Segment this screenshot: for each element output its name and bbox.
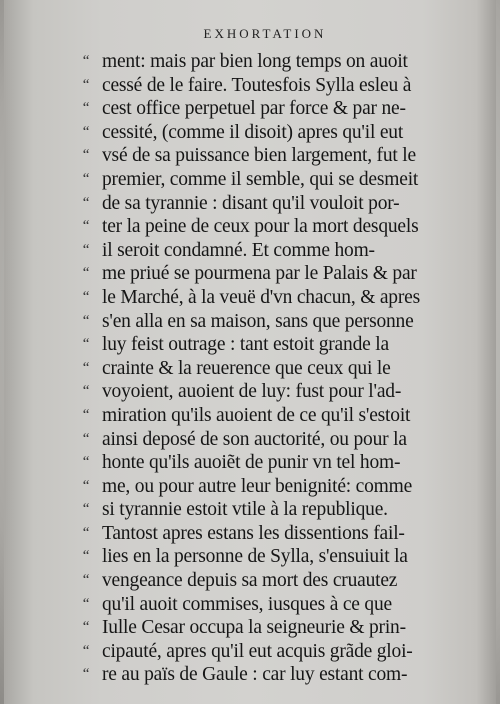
text-line — [82, 262, 482, 286]
text-line — [82, 616, 482, 640]
line-text: me priué se pourmena par le Palais & par — [102, 263, 417, 285]
text-line — [82, 380, 482, 404]
text-line — [82, 74, 482, 98]
quotation-marker: “ — [82, 265, 90, 282]
quotation-marker: “ — [82, 147, 90, 164]
quotation-marker: “ — [82, 572, 90, 589]
line-text: vengeance depuis sa mort des cruautez — [102, 570, 398, 592]
text-line — [82, 50, 482, 74]
line-text: qu'il auoit commises, iusques à ce que — [102, 593, 392, 615]
quotation-marker: “ — [82, 76, 90, 93]
quotation-marker: “ — [82, 642, 90, 659]
text-block — [82, 50, 482, 687]
text-line — [82, 522, 482, 546]
text-line — [82, 97, 482, 121]
quotation-marker: “ — [82, 53, 90, 69]
text-line — [82, 357, 482, 381]
quotation-marker: “ — [82, 524, 90, 541]
text-line — [82, 310, 482, 334]
text-line — [82, 239, 482, 263]
line-text: Tantost apres estans les dissentions fail- — [102, 522, 405, 544]
text-line — [82, 121, 482, 145]
line-text: premier, comme il semble, qui se desmeit — [102, 168, 419, 190]
line-text: honte qu'ils auoiẽt de punir vn tel hom- — [102, 452, 401, 474]
line-text: cessé de le faire. Toutesfois Sylla esleu à — [102, 74, 412, 96]
text-line — [82, 428, 482, 452]
quotation-marker: “ — [82, 218, 90, 235]
line-text: voyoient, auoient de luy: fust pour l'ad- — [102, 381, 402, 403]
quotation-marker: “ — [82, 666, 90, 683]
quotation-marker: “ — [82, 477, 90, 494]
text-line — [82, 286, 482, 310]
quotation-marker: “ — [82, 312, 90, 329]
text-line — [82, 192, 482, 216]
line-text: le Marché, à la veuë d'vn chacun, & apres — [102, 286, 420, 308]
text-line — [82, 168, 482, 192]
text-line — [82, 404, 482, 428]
line-text: luy feist outrage : tant estoit grande la — [102, 334, 389, 356]
quotation-marker: “ — [82, 430, 90, 447]
line-text: ter la peine de ceux pour la mort desquels — [102, 216, 419, 238]
book-page — [4, 0, 496, 704]
quotation-marker: “ — [82, 406, 90, 423]
line-text: il seroit condamné. Et comme hom- — [102, 239, 375, 261]
line-text: me, ou pour autre leur benignité: comme — [102, 475, 413, 497]
running-header: EXHORTATION — [203, 26, 327, 41]
line-text: s'en alla en sa maison, sans que personne — [102, 310, 414, 332]
line-text: miration qu'ils auoient de ce qu'il s'estoit — [102, 404, 411, 426]
quotation-marker: “ — [82, 359, 90, 376]
line-text: si tyrannie estoit vtile à la republique. — [102, 499, 388, 521]
line-text: cipauté, apres qu'il eut acquis grãde gloi- — [102, 640, 413, 662]
quotation-marker: “ — [82, 123, 90, 140]
text-line — [82, 475, 482, 499]
line-text: ainsi deposé de son auctorité, ou pour la — [102, 428, 407, 450]
quotation-marker: “ — [82, 619, 90, 636]
quotation-marker: “ — [82, 170, 90, 187]
quotation-marker: “ — [82, 454, 90, 471]
quotation-marker: “ — [82, 100, 90, 117]
text-line — [82, 333, 482, 357]
text-line — [82, 215, 482, 239]
text-line — [82, 569, 482, 593]
text-line — [82, 663, 482, 687]
line-text: lies en la personne de Sylla, s'ensuiuit la — [102, 546, 408, 568]
quotation-marker: “ — [82, 595, 90, 612]
quotation-marker: “ — [82, 288, 90, 305]
line-text: re au païs de Gaule : car luy estant com- — [102, 664, 408, 686]
quotation-marker: “ — [82, 383, 90, 400]
text-line — [82, 498, 482, 522]
quotation-marker: “ — [82, 501, 90, 518]
line-text: ment: mais par bien long temps on auoit — [102, 51, 408, 72]
text-line — [82, 451, 482, 475]
line-text: Iulle Cesar occupa la seigneurie & prin- — [102, 617, 406, 639]
line-text: crainte & la reuerence que ceux qui le — [102, 357, 391, 379]
quotation-marker: “ — [82, 194, 90, 211]
line-text: cest office perpetuel par force & par ne- — [102, 98, 406, 120]
quotation-marker: “ — [82, 548, 90, 565]
quotation-marker: “ — [82, 336, 90, 353]
text-line — [82, 640, 482, 664]
text-line — [82, 593, 482, 617]
text-line — [82, 545, 482, 569]
line-text: de sa tyrannie : disant qu'il vouloit por- — [102, 192, 400, 214]
line-text: vsé de sa puissance bien largement, fut le — [102, 145, 416, 167]
line-text: cessité, (comme il disoit) apres qu'il eut — [102, 121, 404, 143]
text-line — [82, 144, 482, 168]
quotation-marker: “ — [82, 241, 90, 258]
